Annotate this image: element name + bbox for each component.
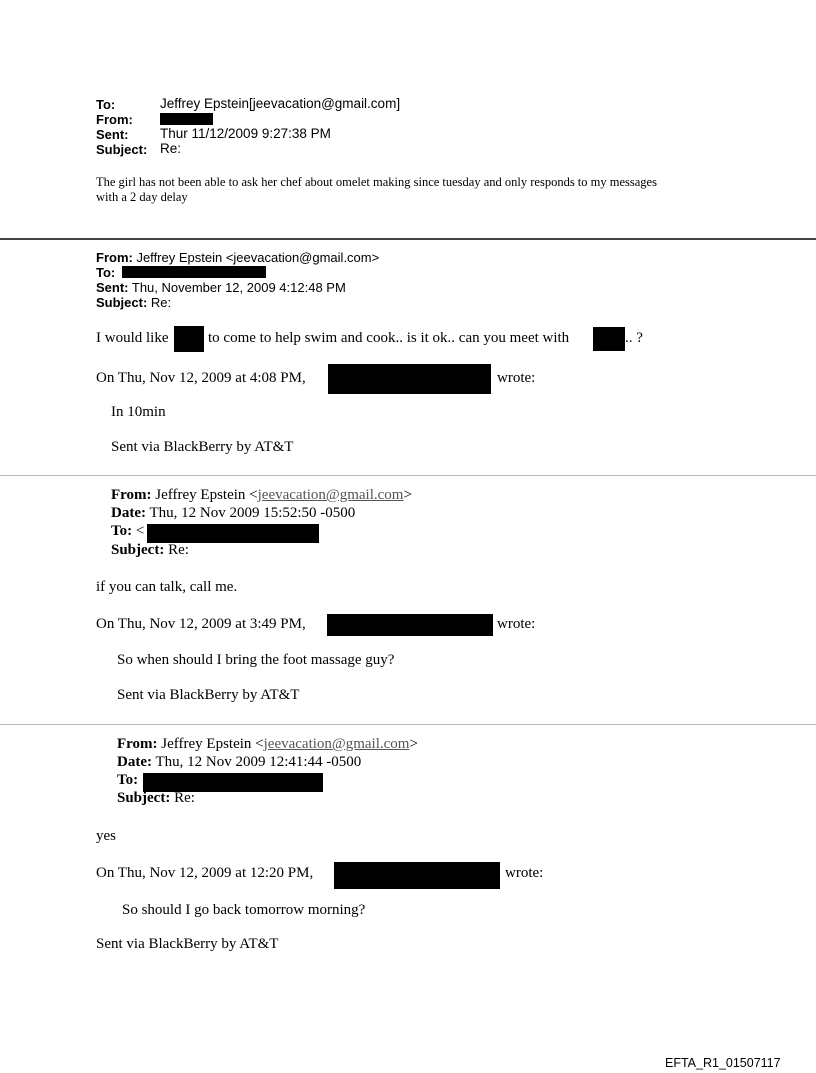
body-text: yes bbox=[96, 828, 116, 844]
msg3-date bbox=[117, 754, 361, 771]
signature: Sent via BlackBerry by AT&T bbox=[96, 936, 279, 952]
document-id: EFTA_R1_01507117 bbox=[665, 1056, 781, 1070]
subject-value: Re: bbox=[160, 141, 182, 156]
from-close: > bbox=[403, 487, 412, 503]
sent-value: Thu, November 12, 2009 4:12:48 PM bbox=[128, 280, 346, 295]
redaction-block bbox=[334, 862, 500, 889]
msg2-subject bbox=[111, 542, 189, 559]
body-text: .. ? bbox=[625, 330, 643, 346]
sent-value: Thur 11/12/2009 9:27:38 PM bbox=[160, 126, 331, 141]
subject-value: Re: bbox=[164, 542, 189, 558]
to-label: To: bbox=[96, 97, 116, 112]
quoted-reply: So should I go back tomorrow morning? bbox=[122, 902, 366, 918]
signature: Sent via BlackBerry by AT&T bbox=[111, 439, 294, 455]
quote-attribution: On Thu, Nov 12, 2009 at 4:08 PM, bbox=[96, 370, 306, 386]
to-label: To: bbox=[96, 265, 116, 280]
from-name: Jeffrey Epstein < bbox=[151, 487, 258, 503]
to-open: < bbox=[132, 523, 145, 539]
to-label: To: bbox=[111, 523, 133, 539]
email-link[interactable]: jeevacation@gmail.com bbox=[263, 736, 410, 752]
signature: Sent via BlackBerry by AT&T bbox=[117, 687, 300, 703]
quote-attribution: wrote: bbox=[497, 370, 536, 386]
date-label: Date: bbox=[111, 505, 146, 521]
from-label: From: bbox=[96, 250, 133, 265]
subject-label: Subject: bbox=[111, 542, 165, 558]
quote-attribution: On Thu, Nov 12, 2009 at 3:49 PM, bbox=[96, 616, 306, 632]
quote-attribution: wrote: bbox=[497, 616, 536, 632]
divider bbox=[0, 238, 816, 240]
quoted-reply: So when should I bring the foot massage guy? bbox=[117, 652, 395, 668]
redaction-block bbox=[328, 364, 491, 394]
sent-label: Sent: bbox=[96, 280, 129, 295]
msg2-from bbox=[111, 487, 412, 504]
msg3-subject bbox=[117, 790, 195, 807]
quoted-reply: In 10min bbox=[111, 404, 166, 420]
from-label: From: bbox=[96, 112, 133, 127]
quote-attribution: wrote: bbox=[505, 865, 544, 881]
redaction-block bbox=[160, 113, 213, 125]
body-text: if you can talk, call me. bbox=[96, 579, 238, 595]
to-value: Jeffrey Epstein[jeevacation@gmail.com] bbox=[160, 96, 401, 111]
msg3-from bbox=[117, 736, 418, 753]
date-value: Thu, 12 Nov 2009 15:52:50 -0500 bbox=[145, 505, 356, 521]
email-link[interactable]: jeevacation@gmail.com bbox=[257, 487, 404, 503]
redaction-block bbox=[327, 614, 493, 636]
date-value: Thu, 12 Nov 2009 12:41:44 -0500 bbox=[151, 754, 362, 770]
subject-value: Re: bbox=[147, 295, 172, 310]
body-line: The girl has not been able to ask her chef about omelet making since tuesday and only responds to my messages bbox=[96, 175, 657, 189]
msg1-from bbox=[96, 250, 379, 265]
from-label: From: bbox=[117, 736, 158, 752]
redaction-block bbox=[122, 266, 266, 278]
body-text: to come to help swim and cook.. is it ok.. can you meet with bbox=[208, 330, 570, 346]
quote-attribution: On Thu, Nov 12, 2009 at 12:20 PM, bbox=[96, 865, 314, 881]
sent-label: Sent: bbox=[96, 127, 129, 142]
subject-label: Subject: bbox=[96, 295, 148, 310]
body-line: with a 2 day delay bbox=[96, 190, 188, 204]
divider bbox=[0, 724, 816, 725]
from-value: Jeffrey Epstein <jeevacation@gmail.com> bbox=[132, 250, 380, 265]
from-name: Jeffrey Epstein < bbox=[157, 736, 264, 752]
msg3-to bbox=[117, 772, 138, 789]
from-label: From: bbox=[111, 487, 152, 503]
body-text: I would like bbox=[96, 330, 169, 346]
subject-value: Re: bbox=[170, 790, 195, 806]
from-close: > bbox=[409, 736, 418, 752]
msg2-to bbox=[111, 523, 144, 540]
divider bbox=[0, 475, 816, 476]
redaction-block bbox=[593, 327, 625, 351]
redaction-block bbox=[174, 326, 204, 352]
to-label: To: bbox=[117, 772, 139, 788]
msg1-to bbox=[96, 265, 115, 280]
subject-label: Subject: bbox=[96, 142, 148, 157]
msg1-subject bbox=[96, 295, 171, 310]
date-label: Date: bbox=[117, 754, 152, 770]
redaction-block bbox=[147, 524, 319, 543]
subject-label: Subject: bbox=[117, 790, 171, 806]
msg2-date bbox=[111, 505, 355, 522]
msg1-sent bbox=[96, 280, 346, 295]
